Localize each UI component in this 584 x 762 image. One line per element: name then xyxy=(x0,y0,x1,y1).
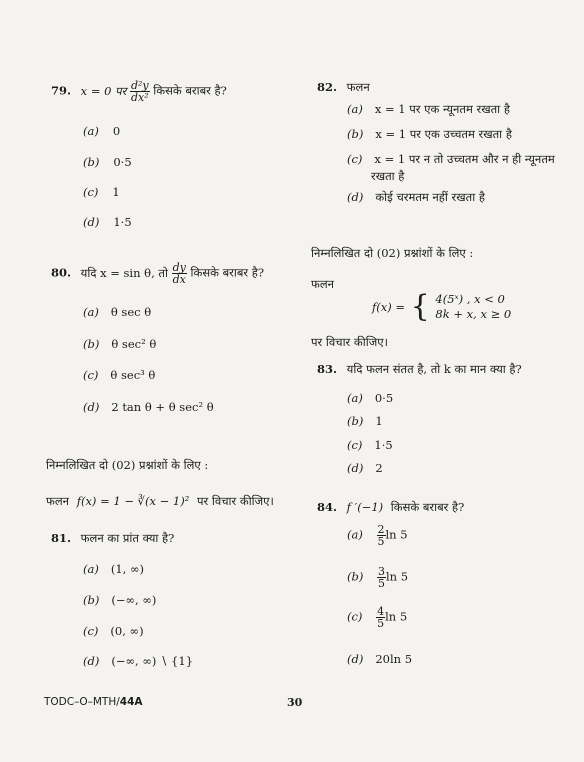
option-text: 2 xyxy=(375,461,383,475)
option-83d xyxy=(347,461,383,475)
option-letter: (c) xyxy=(83,185,99,199)
option-text: (−∞, ∞) ∖ {1} xyxy=(111,654,194,668)
question-81 xyxy=(51,531,174,546)
option-84d xyxy=(347,652,412,666)
paper-code-series: 44A xyxy=(119,696,143,708)
option-letter: (b) xyxy=(347,414,364,428)
case-2: 8k + x, x ≥ 0 xyxy=(435,307,512,321)
option-text: 1·5 xyxy=(374,438,393,452)
option-fraction xyxy=(377,566,386,589)
question-text: फलन का प्रांत क्या है? xyxy=(80,531,175,545)
question-text: किसके बराबर है? xyxy=(390,500,465,514)
option-tail: ln 5 xyxy=(385,527,408,542)
question-82 xyxy=(317,80,370,95)
question-number: 80. xyxy=(51,265,72,280)
option-letter: (d) xyxy=(83,654,100,668)
option-text: 0 xyxy=(112,124,121,138)
left-brace: { xyxy=(410,289,430,324)
fraction-numerator: 4 xyxy=(377,605,385,618)
option-84b xyxy=(347,566,408,589)
option-letter: (d) xyxy=(83,215,100,229)
question-number: 79. xyxy=(51,83,72,98)
fraction-denominator: dx xyxy=(172,273,186,286)
option-letter: (d) xyxy=(83,400,100,414)
option-text: 1·5 xyxy=(113,215,132,229)
option-letter: (b) xyxy=(83,155,100,169)
option-text: x = 1 पर एक न्यूनतम रखता है xyxy=(374,102,510,116)
derivative-fraction xyxy=(130,80,150,103)
instruction-text: पर विचार कीजिए। xyxy=(196,494,274,508)
option-83b xyxy=(347,414,383,428)
option-letter: (d) xyxy=(347,461,364,475)
option-81a xyxy=(83,562,144,576)
instruction-heading-left: निम्नलिखित दो (02) प्रश्नांशों के लिए : xyxy=(46,458,209,472)
option-letter: (b) xyxy=(83,593,100,607)
question-prefix: x = 0 पर xyxy=(80,83,127,98)
option-79a xyxy=(83,124,120,138)
function-expression: f(x) = 1 − ∛(x − 1)² xyxy=(76,494,190,508)
option-81b xyxy=(83,593,156,607)
option-text: (1, ∞) xyxy=(110,562,145,576)
question-84 xyxy=(317,500,464,515)
option-text: 2 tan θ + θ sec² θ xyxy=(111,400,214,414)
question-suffix: किसके बराबर है? xyxy=(153,83,227,98)
option-letter: (d) xyxy=(347,190,364,204)
question-prefix: यदि x = sin θ, तो xyxy=(80,265,168,280)
option-text: θ sec θ xyxy=(110,305,152,319)
option-82c-line2: रखता है xyxy=(371,169,405,183)
option-81c xyxy=(83,624,144,638)
option-text: 0·5 xyxy=(113,155,132,169)
instruction-function-label: फलन xyxy=(311,277,335,291)
option-letter: (b) xyxy=(347,127,364,141)
question-79 xyxy=(51,80,227,103)
option-80b xyxy=(83,337,156,351)
option-text: 0·5 xyxy=(374,391,394,405)
instruction-text: फलन xyxy=(46,494,70,508)
option-text: θ sec² θ xyxy=(111,337,157,351)
paper-code-prefix: TODC–O–MTH/ xyxy=(44,696,120,708)
option-text: 20ln 5 xyxy=(375,652,413,666)
option-text: x = 1 पर न तो उच्चतम और न ही न्यूनतम xyxy=(374,152,555,166)
fraction-denominator: 5 xyxy=(378,577,385,590)
function-name: f(x) = xyxy=(372,299,406,314)
option-letter: (c) xyxy=(347,438,363,452)
option-letter: (a) xyxy=(347,527,363,542)
option-83a xyxy=(347,391,393,405)
fraction-numerator: dy xyxy=(172,261,186,274)
option-letter: (b) xyxy=(347,569,364,584)
option-82a xyxy=(347,102,510,117)
option-79d xyxy=(83,215,132,229)
instruction-consider: पर विचार कीजिए। xyxy=(311,335,388,349)
option-81d xyxy=(83,654,193,668)
fraction-numerator: 3 xyxy=(378,565,385,578)
question-number: 82. xyxy=(317,80,338,94)
question-83 xyxy=(317,362,522,377)
fraction-denominator: dx² xyxy=(130,91,149,104)
option-82b xyxy=(347,127,512,142)
option-text: 1 xyxy=(375,414,383,428)
derivative-fraction xyxy=(172,262,187,285)
instruction-heading-right: निम्नलिखित दो (02) प्रश्नांशों के लिए : xyxy=(311,246,474,260)
fraction-numerator: 2 xyxy=(377,523,385,536)
option-text: 1 xyxy=(112,185,120,199)
fraction-denominator: 5 xyxy=(377,617,385,630)
option-text: x = 1 पर एक उच्चतम रखता है xyxy=(375,127,512,141)
piecewise-cases xyxy=(435,292,511,322)
piecewise-function xyxy=(372,289,512,324)
question-number: 83. xyxy=(317,362,338,376)
option-letter: (a) xyxy=(83,124,99,138)
case-1: 4(5ˣ) , x < 0 xyxy=(435,292,505,306)
option-tail: ln 5 xyxy=(385,609,408,624)
option-letter: (c) xyxy=(347,152,363,166)
option-text: θ sec³ θ xyxy=(110,368,156,382)
function-definition-left xyxy=(46,494,274,509)
question-80 xyxy=(51,262,264,285)
question-number: 84. xyxy=(317,500,338,514)
option-80c xyxy=(83,368,155,382)
option-letter: (a) xyxy=(83,305,99,319)
question-number: 81. xyxy=(51,531,72,545)
option-letter: (a) xyxy=(83,562,99,576)
question-math: f ′(−1) xyxy=(346,500,384,514)
option-letter: (a) xyxy=(347,102,363,116)
fraction-numerator: d²y xyxy=(130,79,149,92)
paper-code xyxy=(44,696,143,708)
option-letter: (a) xyxy=(347,391,363,405)
option-83c xyxy=(347,438,393,452)
option-84a xyxy=(347,524,408,547)
option-letter: (c) xyxy=(83,624,99,638)
option-80d xyxy=(83,400,214,414)
option-fraction xyxy=(377,524,386,547)
option-letter: (c) xyxy=(347,609,363,624)
option-79c xyxy=(83,185,120,199)
option-82c xyxy=(347,152,555,167)
option-82d xyxy=(347,190,485,205)
option-text: (−∞, ∞) xyxy=(111,593,157,607)
option-letter: (c) xyxy=(83,368,99,382)
option-fraction xyxy=(376,606,385,629)
question-suffix: किसके बराबर है? xyxy=(190,265,265,280)
option-84c xyxy=(347,606,407,629)
option-tail: ln 5 xyxy=(386,569,409,584)
question-text: फलन xyxy=(346,80,370,94)
question-text: यदि फलन संतत है, तो k का मान क्या है? xyxy=(346,362,522,376)
page-number: 30 xyxy=(287,696,303,709)
option-letter: (b) xyxy=(83,337,100,351)
option-80a xyxy=(83,305,151,319)
option-text: कोई चरमतम नहीं रखता है xyxy=(375,190,485,204)
option-text: (0, ∞) xyxy=(110,624,144,638)
fraction-denominator: 5 xyxy=(377,535,385,548)
option-79b xyxy=(83,155,132,169)
option-letter: (d) xyxy=(347,652,364,666)
